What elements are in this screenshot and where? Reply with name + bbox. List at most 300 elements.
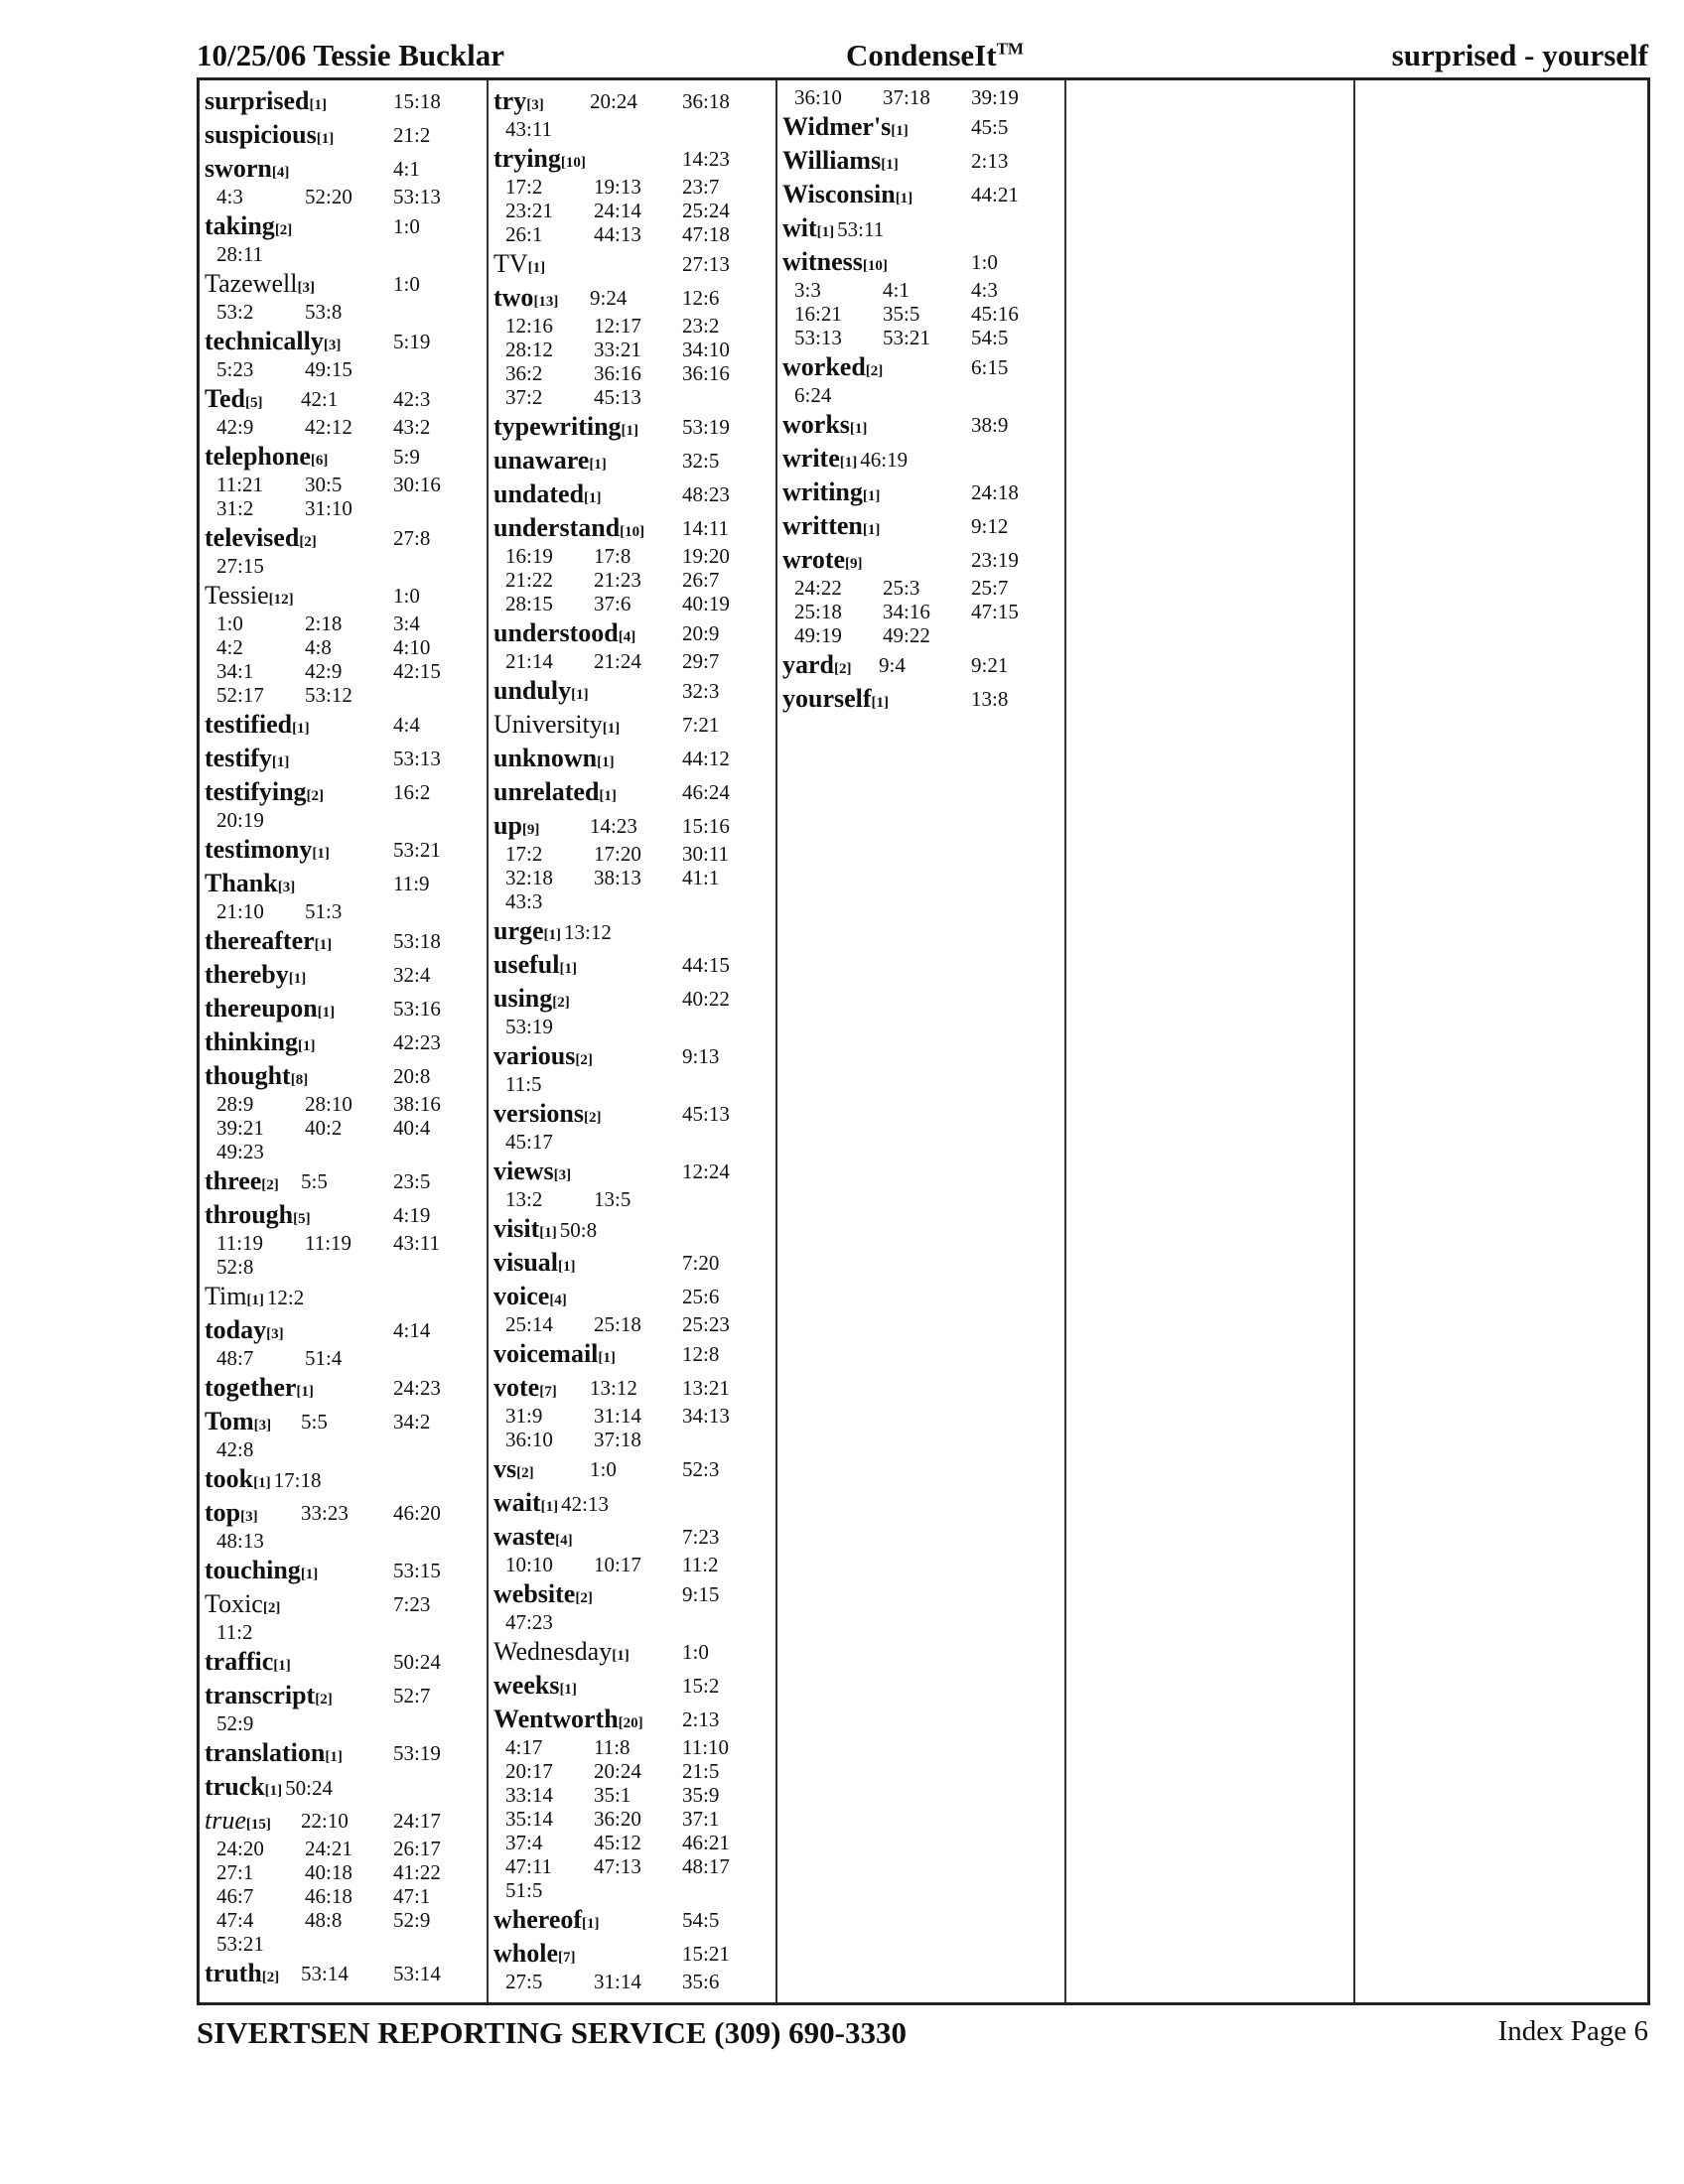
index-term: website <box>493 1579 576 1608</box>
index-term: written <box>782 511 863 540</box>
page-line-ref: 47:18 <box>682 222 730 246</box>
entry-continuation-line <box>205 242 485 266</box>
page-line-ref: 38:13 <box>594 866 641 889</box>
entry-continuation-line <box>205 1620 485 1644</box>
index-entry <box>205 925 485 957</box>
entry-continuation-line <box>205 659 485 683</box>
page-line-ref: 45:5 <box>971 115 1009 139</box>
entry-main-line <box>205 119 485 151</box>
occurrence-count: [1] <box>540 1499 559 1515</box>
page-line-ref: 21:5 <box>682 1759 720 1783</box>
page-line-ref: 12:24 <box>682 1160 730 1183</box>
page-line-ref: 11:21 <box>216 473 264 496</box>
page-line-ref: 4:10 <box>393 635 431 659</box>
entry-main-line <box>205 743 485 774</box>
index-term: telephone <box>205 442 311 471</box>
index-entry <box>205 1555 485 1586</box>
entry-continuation-line <box>205 683 485 707</box>
index-term: visual <box>493 1248 559 1277</box>
trademark-mark: TM <box>996 39 1024 59</box>
entry-continuation-line <box>493 1553 773 1576</box>
entry-main-line <box>493 445 773 477</box>
index-term: testimony <box>205 835 313 864</box>
index-term: testified <box>205 710 293 739</box>
page-line-ref: 45:17 <box>505 1130 553 1154</box>
page-line-ref: 48:7 <box>216 1346 254 1370</box>
index-entry <box>205 1497 485 1553</box>
entry-continuation-line <box>493 1759 773 1783</box>
entry-main-line <box>205 1406 485 1437</box>
page-line-ref: 23:5 <box>393 1169 431 1193</box>
index-entry <box>205 580 485 707</box>
occurrence-count: [6] <box>310 453 329 469</box>
index-term: Wednesday <box>493 1637 613 1666</box>
index-term: thought <box>205 1061 291 1090</box>
entry-main-line <box>493 983 773 1015</box>
index-term: useful <box>493 950 560 979</box>
page-line-ref: 53:21 <box>216 1932 264 1956</box>
page-line-ref: 43:3 <box>505 889 543 913</box>
page-line-ref: 11:10 <box>682 1735 730 1759</box>
page-line-ref: 4:2 <box>216 635 243 659</box>
page-line-ref: 1:0 <box>393 272 420 296</box>
page-line-ref: 42:9 <box>305 659 343 683</box>
page-line-ref: 40:2 <box>305 1116 343 1140</box>
entry-continuation-line <box>493 592 773 615</box>
page-line-ref: 53:13 <box>393 747 441 770</box>
occurrence-count: [1] <box>559 1682 577 1698</box>
index-entry <box>782 443 1062 475</box>
index-term: TV <box>493 249 528 278</box>
page-line-ref: 43:11 <box>393 1231 441 1255</box>
entry-main-line <box>205 709 485 741</box>
index-entry <box>782 649 1062 681</box>
entry-continuation-line <box>782 383 1062 407</box>
page-line-ref: 36:10 <box>794 85 842 109</box>
occurrence-count: [9] <box>521 822 540 838</box>
occurrence-count: [2] <box>584 1110 602 1126</box>
page-line-ref: 20:8 <box>393 1064 431 1088</box>
entry-continuation-line <box>205 357 485 381</box>
index-term: urge <box>493 916 544 945</box>
occurrence-count: [3] <box>526 97 544 113</box>
page-line-ref: 37:18 <box>883 85 930 109</box>
page-line-ref: 31:10 <box>305 496 352 520</box>
entry-main-line <box>493 1704 773 1735</box>
page-line-ref: 34:2 <box>393 1410 431 1433</box>
entry-main-line <box>205 1165 485 1197</box>
entry-main-line <box>493 1213 773 1245</box>
occurrence-count: [1] <box>584 490 602 506</box>
entry-main-line <box>205 441 485 473</box>
entry-continuation-line <box>205 1116 485 1140</box>
index-entry <box>205 153 485 208</box>
occurrence-count: [1] <box>871 695 890 711</box>
index-term: thereafter <box>205 926 315 955</box>
page-line-ref: 21:24 <box>594 649 641 673</box>
entry-continuation-line <box>205 1529 485 1553</box>
index-entry <box>205 441 485 520</box>
index-term: Wisconsin <box>782 180 896 208</box>
index-entry <box>493 143 773 246</box>
index-entry <box>782 683 1062 715</box>
entry-main-line <box>493 282 773 314</box>
footer-reporter: SIVERTSEN REPORTING SERVICE (309) 690-3330 <box>197 2015 907 2050</box>
index-term: various <box>493 1041 576 1070</box>
page-line-ref: 5:5 <box>301 1410 328 1433</box>
entry-continuation-line <box>782 623 1062 647</box>
index-entry <box>782 212 1062 244</box>
index-entry <box>493 1453 773 1485</box>
entry-main-line <box>493 478 773 510</box>
index-entry <box>493 1040 773 1096</box>
page-line-ref: 28:11 <box>216 242 264 266</box>
page-line-ref: 54:5 <box>682 1908 720 1932</box>
index-entry <box>205 709 485 741</box>
page-line-ref: 53:15 <box>393 1559 441 1582</box>
entry-main-line <box>205 153 485 185</box>
index-term: visit <box>493 1214 540 1243</box>
header-word-range: surprised - yourself <box>1391 38 1648 72</box>
page-line-ref: 40:19 <box>682 592 730 615</box>
entry-main-line <box>493 1904 773 1936</box>
page-line-ref: 21:14 <box>505 649 553 673</box>
page-line-ref: 33:21 <box>594 338 641 361</box>
page-line-ref: 11:2 <box>216 1620 253 1644</box>
index-entry <box>205 85 485 117</box>
entry-main-line <box>493 1338 773 1370</box>
index-term: thinking <box>205 1027 298 1056</box>
index-term: Widmer's <box>782 112 892 141</box>
entry-main-line <box>205 925 485 957</box>
page-line-ref: 1:0 <box>393 584 420 608</box>
index-entry <box>205 1646 485 1678</box>
page-line-ref: 14:23 <box>682 147 730 171</box>
page-line-ref: 50:8 <box>559 1218 598 1242</box>
index-term: unrelated <box>493 777 600 806</box>
index-entry <box>205 1588 485 1644</box>
index-entry <box>205 1958 485 1989</box>
page-line-ref: 46:24 <box>682 780 730 804</box>
occurrence-count: [2] <box>262 1600 281 1616</box>
column-divider <box>1064 80 1066 2002</box>
page-line-ref: 12:2 <box>266 1286 305 1309</box>
entry-main-line <box>205 1737 485 1769</box>
page-line-ref: 25:18 <box>594 1312 641 1336</box>
occurrence-count: [12] <box>268 592 294 608</box>
index-entry <box>205 1060 485 1163</box>
page-line-ref: 53:21 <box>883 326 930 349</box>
index-term: Tim <box>205 1282 247 1310</box>
occurrence-count: [2] <box>516 1465 534 1481</box>
page-line-ref: 13:21 <box>682 1376 730 1400</box>
index-entry <box>205 834 485 866</box>
entry-main-line <box>493 1636 773 1668</box>
occurrence-count: [1] <box>316 131 335 147</box>
page-line-ref: 33:14 <box>505 1783 553 1807</box>
index-entry <box>205 1026 485 1058</box>
index-term: Williams <box>782 146 882 175</box>
entry-main-line <box>205 1372 485 1404</box>
entry-continuation-line <box>493 175 773 199</box>
entry-main-line <box>493 1453 773 1485</box>
occurrence-count: [3] <box>553 1167 572 1183</box>
index-entry <box>493 1578 773 1634</box>
page-line-ref: 25:23 <box>682 1312 730 1336</box>
page-line-ref: 28:10 <box>305 1092 352 1116</box>
entry-continuation-line <box>205 1231 485 1255</box>
entry-continuation-line <box>493 117 773 141</box>
entry-main-line <box>493 1247 773 1279</box>
entry-main-line <box>205 1555 485 1586</box>
occurrence-count: [1] <box>862 488 881 504</box>
entry-continuation-line <box>782 278 1062 302</box>
occurrence-count: [1] <box>325 1749 343 1765</box>
index-term: yard <box>782 650 834 679</box>
entry-main-line <box>782 111 1062 143</box>
index-term: televised <box>205 523 300 552</box>
entry-continuation-line <box>205 1711 485 1735</box>
index-entry <box>493 248 773 280</box>
page-line-ref: 24:23 <box>393 1376 441 1400</box>
page-line-ref: 6:15 <box>971 355 1009 379</box>
entry-continuation-line <box>205 496 485 520</box>
page-line-ref: 48:13 <box>216 1529 264 1553</box>
index-entry <box>493 1247 773 1279</box>
page-line-ref: 42:3 <box>393 387 431 411</box>
page-line-ref: 44:21 <box>971 183 1019 206</box>
index-term: weeks <box>493 1671 560 1700</box>
page-line-ref: 34:10 <box>682 338 730 361</box>
occurrence-count: [3] <box>297 280 315 296</box>
entry-main-line <box>205 776 485 808</box>
occurrence-count: [1] <box>246 1293 264 1308</box>
page-line-ref: 3:4 <box>393 612 420 635</box>
page-line-ref: 13:5 <box>594 1187 632 1211</box>
page-line-ref: 52:3 <box>682 1457 720 1481</box>
entry-continuation-line <box>493 842 773 866</box>
page-line-ref: 30:11 <box>682 842 730 866</box>
index-entry <box>205 1406 485 1461</box>
index-entry <box>493 1521 773 1576</box>
index-entry <box>782 85 1062 109</box>
index-column-3 <box>782 85 1062 717</box>
occurrence-count: [4] <box>271 165 290 181</box>
occurrence-count: [13] <box>533 294 559 310</box>
occurrence-count: [2] <box>299 534 317 550</box>
entry-continuation-line <box>782 326 1062 349</box>
index-term: writing <box>782 478 863 506</box>
entry-main-line <box>782 649 1062 681</box>
entry-main-line <box>782 510 1062 542</box>
entry-continuation-line <box>205 1092 485 1116</box>
occurrence-count: [1] <box>599 788 617 804</box>
index-entry <box>493 675 773 707</box>
page-line-ref: 54:5 <box>971 326 1009 349</box>
occurrence-count: [1] <box>839 455 858 471</box>
occurrence-count: [2] <box>274 222 293 238</box>
page-line-ref: 24:18 <box>971 480 1019 504</box>
page-line-ref: 52:9 <box>393 1908 431 1932</box>
page-line-ref: 25:7 <box>971 576 1009 600</box>
index-entry <box>782 351 1062 407</box>
index-term: voicemail <box>493 1339 599 1368</box>
entry-main-line <box>493 776 773 808</box>
page-line-ref: 9:4 <box>879 653 906 677</box>
entry-main-line <box>493 1670 773 1702</box>
occurrence-count: [1] <box>571 687 589 703</box>
page-line-ref: 11:2 <box>682 1553 719 1576</box>
entry-continuation-line <box>493 314 773 338</box>
page-line-ref: 38:16 <box>393 1092 441 1116</box>
index-term: through <box>205 1200 294 1229</box>
index-term: whereof <box>493 1905 583 1934</box>
occurrence-count: [2] <box>834 661 852 677</box>
index-entry <box>493 1281 773 1336</box>
occurrence-count: [7] <box>558 1950 576 1966</box>
index-term: up <box>493 811 522 840</box>
entry-continuation-line <box>205 1140 485 1163</box>
entry-main-line <box>493 1578 773 1610</box>
index-entry <box>493 411 773 443</box>
entry-continuation-line <box>205 554 485 578</box>
entry-continuation-line <box>205 1437 485 1461</box>
page-line-ref: 50:24 <box>393 1650 441 1674</box>
page-line-ref: 52:17 <box>216 683 264 707</box>
page-line-ref: 7:21 <box>682 713 720 737</box>
page-line-ref: 53:13 <box>393 185 441 208</box>
entry-main-line <box>205 1646 485 1678</box>
page-line-ref: 28:15 <box>505 592 553 615</box>
entry-main-line <box>205 834 485 866</box>
page-line-ref: 37:18 <box>594 1428 641 1451</box>
page-line-ref: 20:24 <box>590 89 637 113</box>
entry-main-line <box>782 544 1062 576</box>
page-line-ref: 9:24 <box>590 286 628 310</box>
occurrence-count: [2] <box>306 788 325 804</box>
page-line-ref: 4:3 <box>216 185 243 208</box>
entry-continuation-line <box>493 1187 773 1211</box>
occurrence-count: [2] <box>865 363 884 379</box>
page-line-ref: 46:19 <box>860 448 909 472</box>
entry-continuation-line <box>493 1854 773 1878</box>
page-line-ref: 16:19 <box>505 544 553 568</box>
index-term: truth <box>205 1959 262 1987</box>
occurrence-count: [5] <box>244 395 263 411</box>
page-line-ref: 23:2 <box>682 314 720 338</box>
entry-continuation-line <box>493 1878 773 1902</box>
entry-continuation-line <box>205 1346 485 1370</box>
entry-main-line <box>205 1199 485 1231</box>
page-line-ref: 17:2 <box>505 175 543 199</box>
occurrence-count: [1] <box>292 721 310 737</box>
occurrence-count: [1] <box>598 1350 616 1366</box>
index-term: together <box>205 1373 297 1402</box>
occurrence-count: [8] <box>290 1072 309 1088</box>
index-entry <box>205 119 485 151</box>
index-entry <box>782 246 1062 349</box>
entry-continuation-line <box>205 1860 485 1884</box>
entry-main-line <box>205 1771 485 1803</box>
entry-continuation-line <box>493 1783 773 1807</box>
occurrence-count: [1] <box>589 457 607 473</box>
page-line-ref: 38:9 <box>971 413 1009 437</box>
index-entry <box>205 959 485 991</box>
page-line-ref: 23:19 <box>971 548 1019 572</box>
entry-continuation-line <box>493 338 773 361</box>
entry-main-line <box>782 409 1062 441</box>
index-entry <box>493 1338 773 1370</box>
page-line-ref: 15:21 <box>682 1942 730 1966</box>
page-line-ref: 13:12 <box>590 1376 637 1400</box>
page-line-ref: 42:13 <box>561 1492 610 1516</box>
page-line-ref: 41:1 <box>682 866 720 889</box>
page-line-ref: 4:1 <box>883 278 910 302</box>
index-entry <box>205 993 485 1024</box>
page-line-ref: 35:5 <box>883 302 920 326</box>
page-line-ref: 36:10 <box>505 1428 553 1451</box>
occurrence-count: [1] <box>297 1038 316 1054</box>
occurrence-count: [3] <box>277 880 296 895</box>
entry-continuation-line <box>205 1908 485 1932</box>
occurrence-count: [10] <box>620 524 645 540</box>
entry-main-line <box>493 1372 773 1404</box>
occurrence-count: [3] <box>266 1326 284 1342</box>
entry-continuation-line <box>493 1807 773 1831</box>
page-line-ref: 47:11 <box>505 1854 553 1878</box>
entry-main-line <box>205 1281 485 1312</box>
page-line-ref: 27:15 <box>216 554 264 578</box>
index-entry <box>205 383 485 439</box>
page-line-ref: 51:4 <box>305 1346 343 1370</box>
entry-main-line <box>205 1588 485 1620</box>
entry-main-line <box>205 868 485 899</box>
entry-main-line <box>493 248 773 280</box>
page-line-ref: 39:19 <box>971 85 1019 109</box>
occurrence-count: [1] <box>862 522 881 538</box>
index-entry <box>205 326 485 381</box>
index-term: vs <box>493 1454 517 1483</box>
occurrence-count: [1] <box>597 754 615 770</box>
entry-continuation-line <box>782 576 1062 600</box>
index-entry <box>493 445 773 477</box>
page-line-ref: 49:23 <box>216 1140 264 1163</box>
occurrence-count: [1] <box>602 721 621 737</box>
page-line-ref: 27:13 <box>682 252 730 276</box>
page-line-ref: 52:7 <box>393 1684 431 1707</box>
index-entry <box>493 1938 773 1993</box>
entry-main-line <box>205 383 485 415</box>
page-line-ref: 53:18 <box>393 929 441 953</box>
page-line-ref: 53:14 <box>301 1962 349 1985</box>
page-line-ref: 1:0 <box>590 1457 617 1481</box>
occurrence-count: [1] <box>309 97 327 113</box>
page-line-ref: 45:12 <box>594 1831 641 1854</box>
page-line-ref: 39:21 <box>216 1116 264 1140</box>
index-entry <box>493 1636 773 1668</box>
entry-main-line <box>493 617 773 649</box>
page-line-ref: 1:0 <box>971 250 998 274</box>
index-term: touching <box>205 1556 301 1584</box>
entry-main-line <box>205 1805 485 1837</box>
entry-main-line <box>205 1497 485 1529</box>
occurrence-count: [1] <box>527 260 546 276</box>
page-line-ref: 2:13 <box>682 1707 720 1731</box>
page-line-ref: 16:21 <box>794 302 842 326</box>
entry-main-line <box>493 709 773 741</box>
page-line-ref: 52:8 <box>216 1255 254 1279</box>
index-term: truck <box>205 1772 265 1801</box>
